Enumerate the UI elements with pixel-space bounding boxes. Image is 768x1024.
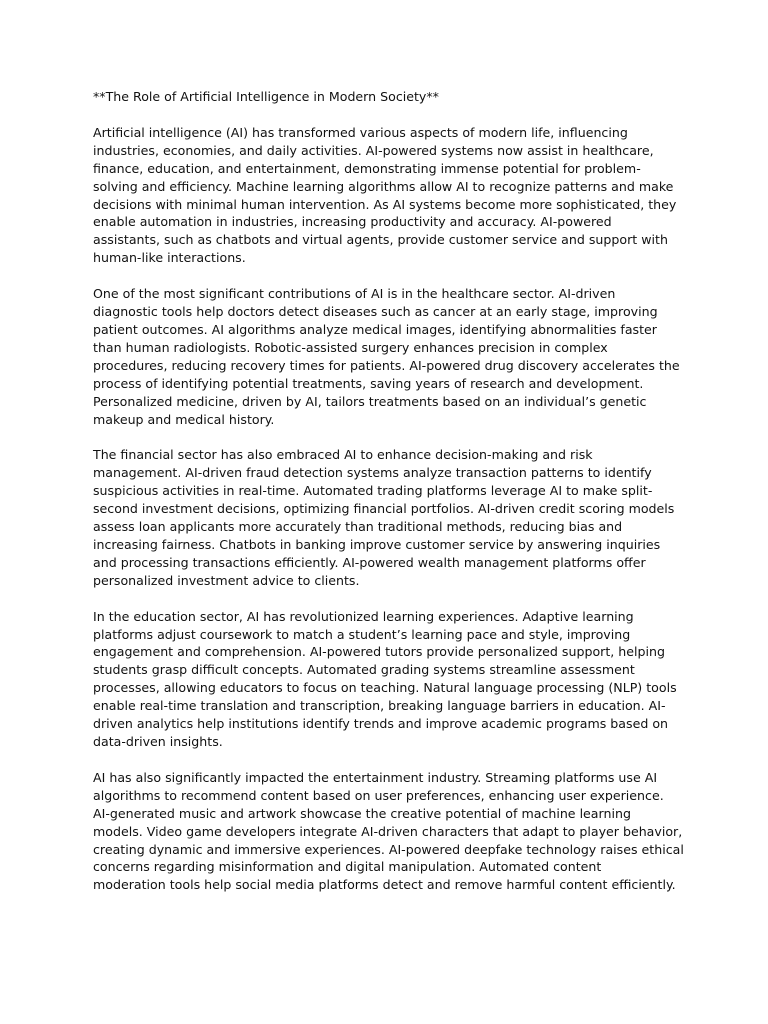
text-line: driven analytics help institutions identify trends and improve academic programs based on — [93, 716, 669, 732]
paragraph-finance — [93, 446, 693, 589]
paragraph-education — [93, 608, 693, 751]
text-line: assistants, such as chatbots and virtual agents, provide customer service and support with — [93, 232, 668, 248]
text-line: solving and efficiency. Machine learning algorithms allow AI to recognize patterns and make — [93, 178, 674, 194]
text-line: second investment decisions, optimizing financial portfolios. AI-driven credit scoring models — [93, 501, 675, 517]
text-line: finance, education, and entertainment, demonstrating immense potential for problem- — [93, 160, 641, 176]
text-line: decisions with minimal human intervention. As AI systems become more sophisticated, they — [93, 196, 677, 212]
text-line: data-driven insights. — [93, 734, 223, 749]
text-line: In the education sector, AI has revolutionized learning experiences. Adaptive learning — [93, 608, 634, 624]
text-line: management. AI-driven fraud detection systems analyze transaction patterns to identify — [93, 465, 652, 481]
paragraph-entertainment — [93, 769, 693, 894]
text-line: The financial sector has also embraced AI to enhance decision-making and risk — [93, 447, 593, 463]
text-line: patient outcomes. AI algorithms analyze medical images, identifying abnormalities faster — [93, 321, 657, 337]
paragraph-healthcare — [93, 285, 693, 428]
text-line: Artificial intelligence (AI) has transformed various aspects of modern life, influencing — [93, 124, 628, 140]
text-line: enable automation in industries, increasing productivity and accuracy. AI-powered — [93, 214, 612, 230]
text-line: and processing transactions efficiently. AI-powered wealth management platforms offer — [93, 554, 646, 570]
text-line: procedures, reducing recovery times for patients. AI-powered drug discovery accelerates the — [93, 357, 680, 373]
text-line: models. Video game developers integrate AI-driven characters that adapt to player behavior, — [93, 823, 683, 839]
document-title: **The Role of Artificial Intelligence in Modern Society** — [93, 89, 439, 104]
text-line: concerns regarding misinformation and digital manipulation. Automated content — [93, 859, 602, 875]
paragraph-intro — [93, 124, 693, 267]
text-line: makeup and medical history. — [93, 411, 275, 427]
text-line: process of identifying potential treatments, saving years of research and development. — [93, 375, 644, 391]
text-line: moderation tools help social media platforms detect and remove harmful content efficiently. — [93, 877, 676, 893]
text-line: personalized investment advice to clients. — [93, 572, 360, 588]
text-line: diagnostic tools help doctors detect diseases such as cancer at an early stage, improving — [93, 304, 658, 320]
text-line: industries, economies, and daily activities. AI-powered systems now assist in healthcare, — [93, 142, 654, 158]
text-line: enable real-time translation and transcription, breaking language barriers in education. AI- — [93, 698, 666, 714]
text-line: platforms adjust coursework to match a student’s learning pace and style, improving — [93, 626, 631, 642]
text-line: increasing fairness. Chatbots in banking improve customer service by answering inquiries — [93, 536, 661, 552]
text-line: human-like interactions. — [93, 250, 246, 266]
text-line: suspicious activities in real-time. Automated trading platforms leverage AI to make split- — [93, 483, 653, 499]
text-line: One of the most significant contributions of AI is in the healthcare sector. AI-driven — [93, 286, 616, 302]
text-line: AI has also significantly impacted the entertainment industry. Streaming platforms use AI — [93, 769, 658, 785]
text-line: engagement and comprehension. AI-powered tutors provide personalized support, helping — [93, 644, 665, 660]
text-line: assess loan applicants more accurately than traditional methods, reducing bias and — [93, 519, 623, 535]
text-line: processes, allowing educators to focus on teaching. Natural language processing (NLP) tools — [93, 680, 677, 696]
text-line: AI-generated music and artwork showcase the creative potential of machine learning — [93, 805, 631, 821]
text-line: than human radiologists. Robotic-assisted surgery enhances precision in complex — [93, 339, 608, 355]
text-line: algorithms to recommend content based on user preferences, enhancing user experience. — [93, 787, 664, 803]
text-line: Personalized medicine, driven by AI, tailors treatments based on an individual’s genetic — [93, 393, 647, 409]
text-line: creating dynamic and immersive experiences. AI-powered deepfake technology raises ethical — [93, 841, 684, 857]
text-line: students grasp difficult concepts. Automated grading systems streamline assessment — [93, 662, 635, 678]
document-body — [93, 88, 693, 912]
